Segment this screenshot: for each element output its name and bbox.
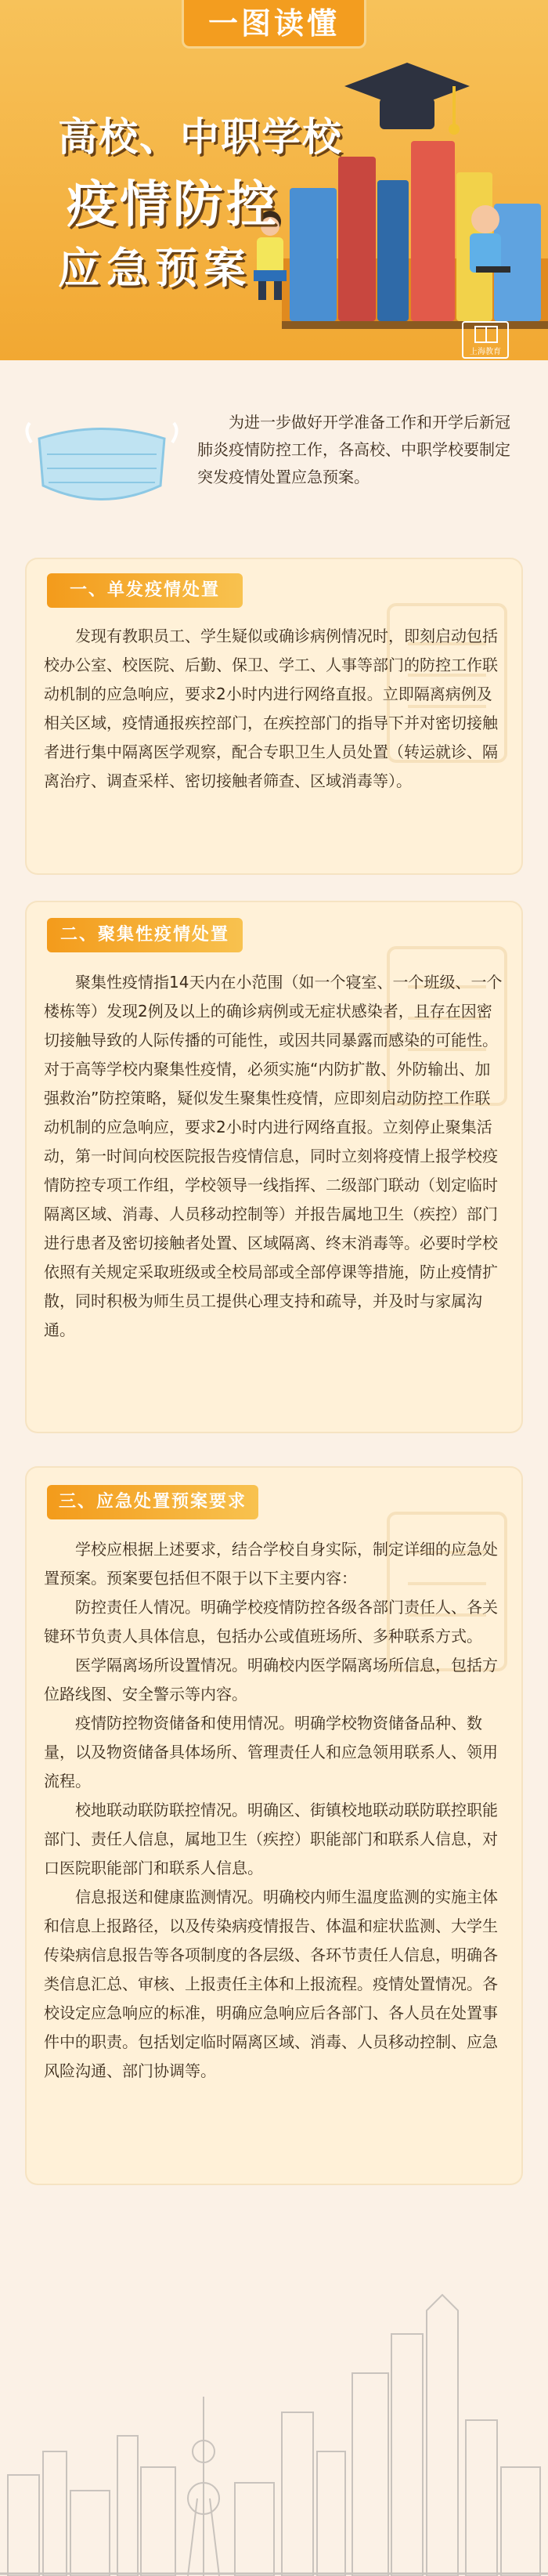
banner-tag	[182, 0, 366, 49]
section-body-1	[44, 622, 506, 796]
title-line-1: 高校、中职学校	[58, 114, 343, 160]
paragraph: 聚集性疫情指14天内在小范围（如一个寝室、一个班级、一个楼栋等）发现2例及以上的确诊病例或无症状感染者，且存在因密切接触导致的人际传播的可能性，或因共同暴露而感染的可能性。对于高等学校内聚集性疫情，必须实施“内防扩散、外防输出、加强救治”防控策略，疑似发生聚集性疫情，应即刻启动防控工作联动机制的应急响应，要求2小时内进行网络直报。立刻停止聚集活动，第一时间向校医院报告疫情信息，同时立刻将疫情上报学校疫情防控专项工作组，学校领导一线指挥、二级部门联动（划定临时隔离区域、消毒、人员移动控制等）并报告属地卫生（疾控）部门进行患者及密切接触者处置、区域隔离、终末消毒等。必要时学校依照有关规定采取班级或全校局部或全部停课等措施，防止疫情扩散，同时积极为师生员工提供心理支持和疏导，并及时与家属沟通。	[44, 973, 503, 1339]
intro-text: 为进一步做好开学准备工作和开学后新冠肺炎疫情防控工作，各高校、中职学校要制定突发疫情处置应急预案。	[197, 413, 510, 486]
section-title-text: 一、单发疫情处置	[69, 580, 220, 600]
paragraph: 信息报送和健康监测情况。明确校内师生温度监测的实施主体和信息上报路径，以及传染病疫情报告、体温和症状监测、大学生传染病信息报告等各项制度的各层级、各环节责任人信息，明确各类信息汇总、审核、上报责任主体和上报流程。疫情处置情况。各校设定应急响应的标准，明确应急响应后各部门、各人员在处置事件中的职责。包括划定临时隔离区域、消毒、人员移动控制、应急风险沟通、部门协调等。	[44, 1888, 498, 2080]
section-body-2	[44, 968, 506, 1345]
paragraph: 发现有教职员工、学生疑似或确诊病例情况时，即刻启动包括校办公室、校医院、后勤、保卫、学工、人事等部门的防控工作联动机制的应急响应，要求2小时内进行网络直报。立即隔离病例及相关区域，疫情通报疾控部门，在疾控部门的指导下并对密切接触者进行集中隔离医学观察，配合专职卫生人员处置（转运就诊、隔离治疗、调查采样、密切接触者筛查、区域消毒等）。	[44, 627, 498, 790]
section-title-1	[47, 573, 243, 608]
face-mask-icon	[23, 407, 180, 517]
section-title-text: 二、聚集性疫情处置	[59, 925, 229, 945]
section-card-2	[25, 901, 523, 1433]
paragraph: 医学隔离场所设置情况。明确校内医学隔离场所信息，包括方位路线图、安全警示等内容。	[44, 1656, 498, 1703]
publisher-logo-text: 上海教育	[470, 348, 501, 356]
graduation-cap-icon	[337, 55, 478, 149]
book-logo-icon	[474, 326, 498, 343]
banner-tag-text: 一图读懂	[207, 6, 340, 41]
title-line-2: 疫情防控	[67, 175, 279, 234]
city-skyline-illustration	[0, 2217, 548, 2576]
header-banner	[0, 0, 548, 360]
section-title-2	[47, 918, 243, 952]
paragraph: 学校应根据上述要求，结合学校自身实际，制定详细的应急处置预案。预案要包括但不限于以下主要内容：	[44, 1540, 498, 1588]
intro-section	[23, 392, 525, 525]
section-title-text: 三、应急处置预案要求	[58, 1492, 247, 1512]
section-card-3	[25, 1466, 523, 2185]
paragraph: 校地联动联防联控情况。明确区、街镇校地联动联防联控职能部门、责任人信息，属地卫生（疾控）职能部门和联系人信息，对口医院职能部门和联系人信息。	[44, 1801, 498, 1877]
section-title-3	[47, 1485, 258, 1519]
publisher-logo	[462, 321, 509, 359]
section-body-3	[44, 1535, 506, 2086]
title-line-3: 应急预案	[58, 243, 252, 293]
paragraph: 疫情防控物资储备和使用情况。明确学校物资储备品种、数量，以及物资储备具体场所、管理责任人和应急领用联系人、领用流程。	[44, 1714, 498, 1790]
paragraph: 防控责任人情况。明确学校疫情防控各级各部门责任人、各关键环节负责人具体信息，包括办公或值班场所、多种联系方式。	[44, 1598, 498, 1646]
section-card-1	[25, 558, 523, 875]
